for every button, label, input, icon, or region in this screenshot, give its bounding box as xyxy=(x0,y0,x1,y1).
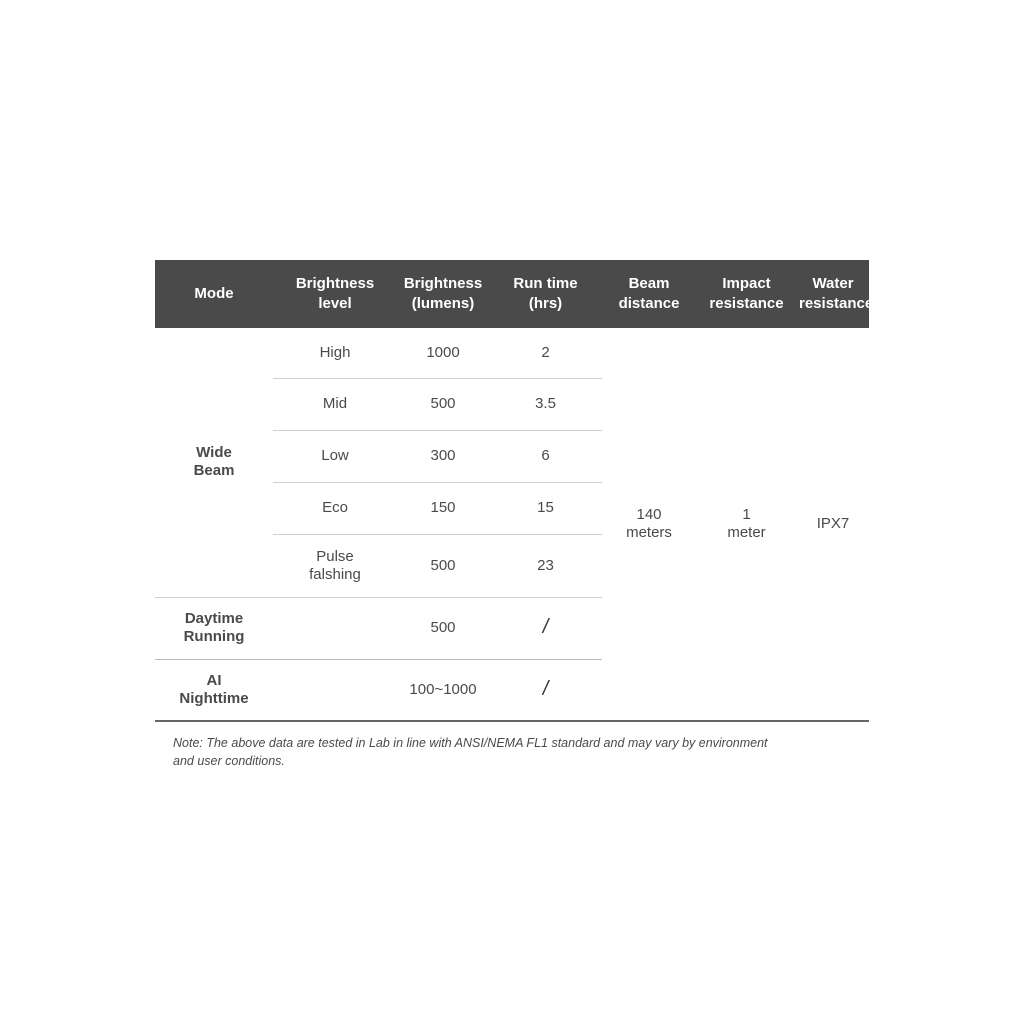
brightness-level-cell xyxy=(273,597,397,659)
lumens-cell: 500 xyxy=(397,378,489,430)
table-row xyxy=(155,328,869,378)
runtime-cell: 23 xyxy=(489,534,602,597)
mode-daytime-running: Daytime Running xyxy=(155,597,273,659)
header-water-resistance: Water resistance xyxy=(797,260,869,328)
header-beam-distance: Beam distance xyxy=(602,260,696,328)
lumens-cell: 150 xyxy=(397,482,489,534)
beam-distance-cell: 140 meters xyxy=(602,328,696,721)
impact-resistance-cell: 1 meter xyxy=(696,328,797,721)
header-brightness-level: Brightness level xyxy=(273,260,397,328)
runtime-cell: 15 xyxy=(489,482,602,534)
mode-ai-nighttime: AI Nighttime xyxy=(155,659,273,721)
lumens-cell: 100~1000 xyxy=(397,659,489,721)
header-brightness-lumens: Brightness (lumens) xyxy=(397,260,489,328)
mode-wide-beam: Wide Beam xyxy=(193,444,235,480)
header-row xyxy=(155,260,869,328)
brightness-level-cell: Mid xyxy=(273,378,397,430)
footnote: Note: The above data are tested in Lab in line with ANSI/NEMA FL1 standard and may vary by environment and user conditions. xyxy=(173,736,768,768)
brightness-level-cell: High xyxy=(273,328,397,378)
lumens-cell: 1000 xyxy=(397,328,489,378)
brightness-level-cell: Pulse falshing xyxy=(273,534,397,597)
runtime-cell: 3.5 xyxy=(489,378,602,430)
lumens-cell: 500 xyxy=(397,534,489,597)
water-resistance-cell: IPX7 xyxy=(797,328,869,721)
header-impact-resistance: Impact resistance xyxy=(696,260,797,328)
runtime-cell: 2 xyxy=(489,328,602,378)
brightness-level-cell xyxy=(273,659,397,721)
spec-table-container xyxy=(155,260,874,722)
lumens-cell: 300 xyxy=(397,430,489,482)
header-run-time: Run time (hrs) xyxy=(489,260,602,328)
spec-table xyxy=(155,260,874,722)
brightness-level-cell: Low xyxy=(273,430,397,482)
lumens-cell: 500 xyxy=(397,597,489,659)
runtime-cell xyxy=(489,597,602,659)
runtime-cell: 6 xyxy=(489,430,602,482)
header-mode: Mode xyxy=(155,260,273,328)
runtime-slash: / xyxy=(542,677,549,700)
runtime-slash: / xyxy=(542,616,549,638)
brightness-level-cell: Eco xyxy=(273,482,397,534)
runtime-cell xyxy=(489,659,602,721)
